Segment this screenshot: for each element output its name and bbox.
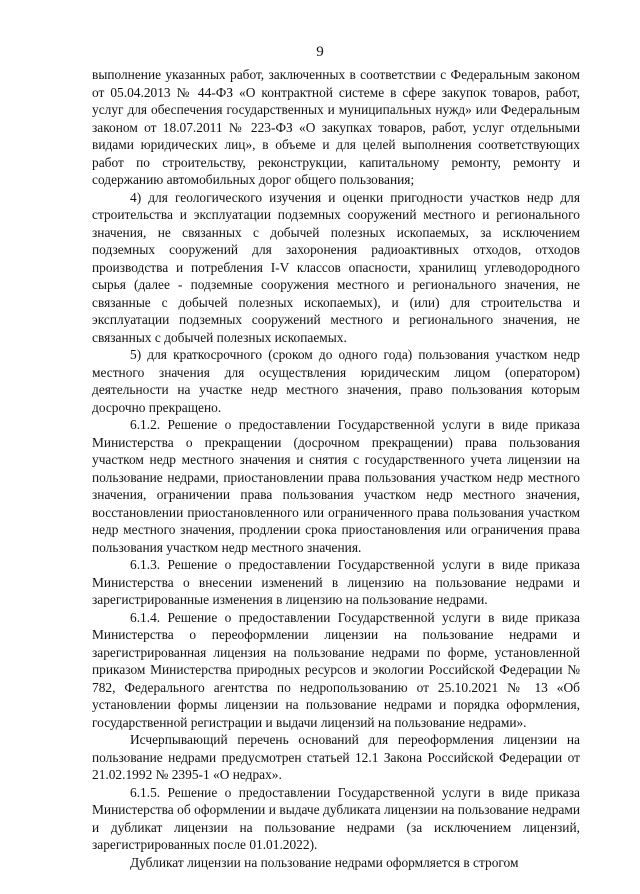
paragraph-reissue-grounds: Исчерпывающий перечень оснований для переоформления лицензии на пользование недрами предусмотрен статьей 12.1 Закона Российской Федерации от 21.02.1992 № 2395-1 «О недрах». [92,732,580,782]
paragraph-6-1-2: 6.1.2. Решение о предоставлении Государственной услуги в виде приказа Министерства о прекращении (досрочном прекращении) права пользования участком недр местного значения и снятия с государственного учета лицензии на пользование недрами, приостановлении права пользования участком недр местного значения, ограничении права пользования участком недр местного значения, восстановлении приостановленного или ограниченного права пользования участком недр местного значения, продлении срока приостановления или ограничения права пользования участком недр местного значения. [92,417,580,555]
paragraph-6-1-3: 6.1.3. Решение о предоставлении Государственной услуги в виде приказа Министерства о внесении изменений в лицензию на пользование недрами и зарегистрированные изменения в лицензию на пользование недрами. [92,557,580,607]
paragraph-continuation: выполнение указанных работ, заключенных в соответствии с Федеральным законом от 05.04.2013 № 44-ФЗ «О контрактной системе в сфере закупок товаров, работ, услуг для обеспечения государственных и муниципальных нужд» или Федеральным законом от 18.07.2011 № 223-ФЗ «О закупках товаров, работ, услуг отдельными видами юридических лиц», в объеме и для целей выполнения соответствующих работ по строительству, реконструкции, капитальному ремонту, ремонту и содержанию автомобильных дорог общего пользования; [92,67,580,187]
paragraph-item-5: 5) для краткосрочного (сроком до одного года) пользования участком недр местного значения для осуществления юридическим лицом (оператором) деятельности на участке недр местного значения, право пользования которым досрочно прекращено. [92,347,580,415]
paragraph-6-1-5: 6.1.5. Решение о предоставлении Государственной услуги в виде приказа Министерства об оформлении и выдаче дубликата лицензии на пользование недрами и дубликат лицензии на пользование недрами (за исключением лицензий, зарегистрированных после 01.01.2022). [92,784,580,852]
paragraph-duplicate: Дубликат лицензии на пользование недрами оформляется в строгом [130,854,519,870]
paragraph-6-1-4: 6.1.4. Решение о предоставлении Государственной услуги в виде приказа Министерства о переоформлении лицензии на пользование недрами и зарегистрированная лицензия на пользование недрами по форме, установленной приказом Министерства природных ресурсов и экологии Российской Федерации № 782, Федерального агентства по недропользованию от 25.10.2021 № 13 «Об установлении формы лицензии на пользование недрами и порядка оформления, государственной регистрации и выдачи лицензий на пользование недрами». [92,609,580,730]
body-text [92,66,580,871]
paragraph-item-4: 4) для геологического изучения и оценки пригодности участков недр для строительства и эксплуатации подземных сооружений местного и регионального значения, не связанных с добычей полезных ископаемых, за исключением подземных сооружений для захоронения радиоактивных отходов, отходов производства и потребления I-V классов опасности, хранилищ углеводородного сырья (далее - подземные сооружения местного и регионального значения, не связанные с добычей полезных ископаемых), и (или) для строительства и эксплуатации подземных сооружений местного и регионального значения, не связанных с добычей полезных ископаемых. [92,189,580,345]
page-number: 9 [316,44,324,60]
